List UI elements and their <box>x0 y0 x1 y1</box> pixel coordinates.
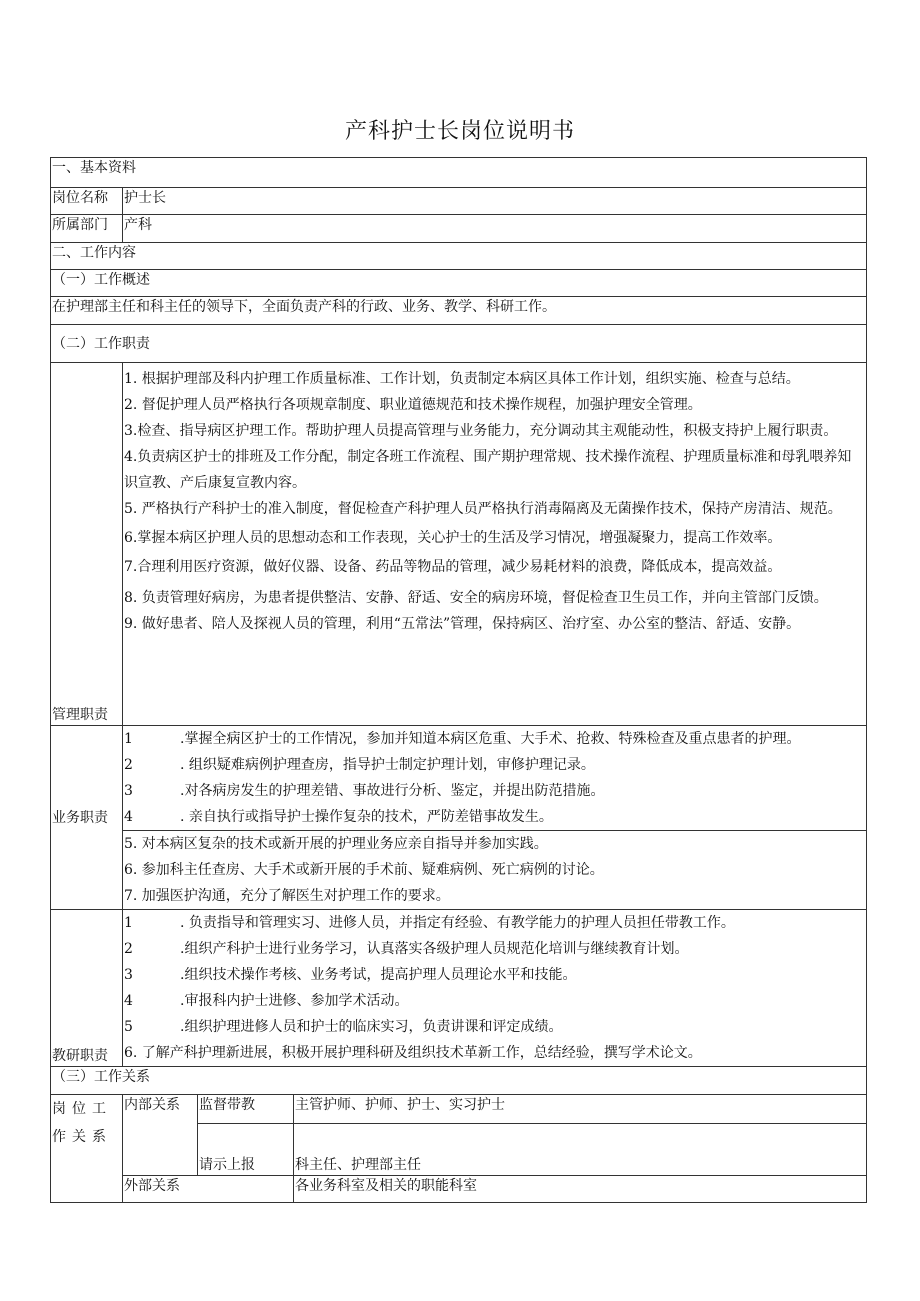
external-value: 各业务科室及相关的职能科室 <box>294 1176 867 1203</box>
list-item: 5. 严格执行产科护士的准入制度，督促检查产科护理人员严格执行消毒隔离及无菌操作技术，保持产房清洁、规范。 <box>124 501 842 517</box>
business-label: 业务职责 <box>51 726 123 910</box>
list-item: 8. 负责管理好病房，为患者提供整洁、安静、舒适、安全的病房环境，督促检查卫生员工作，并向主管部门反馈。 <box>124 590 828 606</box>
list-item: 6. 了解产科护理新进展，积极开展护理科研及组织技术革新工作，总结经验，撰写学术论文。 <box>124 1045 702 1061</box>
list-item: 6. 参加科主任查房、大手术或新开展的手术前、疑难病例、死亡病例的讨论。 <box>124 862 604 878</box>
list-item: 1. 根据护理部及科内护理工作质量标准、工作计划，负责制定本病区具体工作计划，组织实施、检查与总结。 <box>124 371 800 387</box>
management-list <box>123 363 867 726</box>
list-item: 4 . 亲自执行或指导护士操作复杂的技术，严防差错事故发生。 <box>124 809 553 825</box>
teaching-label: 教研职责 <box>51 910 123 1067</box>
business-list-a <box>123 726 867 831</box>
list-item: 1 .掌握全病区护士的工作情况，参加并知道本病区危重、大手术、抢救、特殊检查及重点患者的护理。 <box>124 731 801 747</box>
list-item: 2. 督促护理人员严格执行各项规章制度、职业道德规范和技术操作规程，加强护理安全管理。 <box>124 397 702 413</box>
list-item: 3 .对各病房发生的护理差错、事故进行分析、鉴定，并提出防范措施。 <box>124 783 605 799</box>
name-label: 岗位名称 <box>51 188 123 215</box>
list-item: 6.掌握本病区护理人员的思想动态和工作表现，关心护士的生活及学习情况，增强凝聚力，提高工作效率。 <box>124 530 782 546</box>
business-list-b <box>123 831 867 910</box>
list-item: 5 .组织护理进修人员和护士的临床实习，负责讲课和评定成绩。 <box>124 1019 563 1035</box>
content-heading: 二、工作内容 <box>51 243 867 270</box>
job-description-table <box>50 157 867 1203</box>
supervise-value: 主管护师、护师、护士、实习护士 <box>294 1095 867 1124</box>
list-item: 5. 对本病区复杂的技术或新开展的护理业务应亲自指导并参加实践。 <box>124 836 548 852</box>
list-item: 4 .审报科内护士进修、参加学术活动。 <box>124 993 409 1009</box>
list-item: 4.负责病区护士的排班及工作分配，制定各班工作流程、围产期护理常规、技术操作流程、护理质量标准和母乳喂养知识宣教、产后康复宣教内容。 <box>124 449 852 491</box>
relations-heading: （三）工作关系 <box>51 1067 867 1095</box>
list-item: 3.检查、指导病区护理工作。帮助护理人员提高管理与业务能力，充分调动其主观能动性，积极支持护上履行职责。 <box>124 423 838 439</box>
list-item: 2 .组织产科护士进行业务学习，认真落实各级护理人员规范化培训与继续教育计划。 <box>124 941 689 957</box>
overview-heading: （一）工作概述 <box>51 270 867 297</box>
name-value: 护士长 <box>123 188 867 215</box>
duties-heading: （二）工作职责 <box>51 325 867 363</box>
teaching-list <box>123 910 867 1067</box>
list-item: 3 .组织技术操作考核、业务考试，提高护理人员理论水平和技能。 <box>124 967 577 983</box>
report-value: 科主任、护理部主任 <box>294 1124 867 1176</box>
management-label: 管理职责 <box>51 363 123 726</box>
dept-label: 所属部门 <box>51 215 123 243</box>
internal-label: 内部关系 <box>123 1095 198 1176</box>
list-item: 1 . 负责指导和管理实习、进修人员，并指定有经验、有教学能力的护理人员担任带教工作。 <box>124 915 735 931</box>
external-label: 外部关系 <box>123 1176 294 1203</box>
overview-text: 在护理部主任和科主任的领导下，全面负责产科的行政、业务、教学、科研工作。 <box>51 297 867 325</box>
dept-value: 产科 <box>123 215 867 243</box>
page-title: 产科护士长岗位说明书 <box>344 119 575 144</box>
report-label: 请示上报 <box>198 1124 294 1176</box>
relations-label: 岗位工作关系 <box>51 1095 123 1203</box>
list-item: 2 . 组织疑难病例护理查房，指导护士制定护理计划，审修护理记录。 <box>124 757 595 773</box>
list-item: 9. 做好患者、陪人及探视人员的管理，利用“五常法”管理，保持病区、治疗室、办公室的整洁、舒适、安静。 <box>124 616 801 632</box>
supervise-label: 监督带教 <box>198 1095 294 1124</box>
basic-heading: 一、基本资料 <box>51 158 867 188</box>
list-item: 7. 加强医护沟通，充分了解医生对护理工作的要求。 <box>124 888 450 904</box>
list-item: 7.合理利用医疗资源，做好仪器、设备、药品等物品的管理，减少易耗材料的浪费，降低成本，提高效益。 <box>124 559 782 575</box>
